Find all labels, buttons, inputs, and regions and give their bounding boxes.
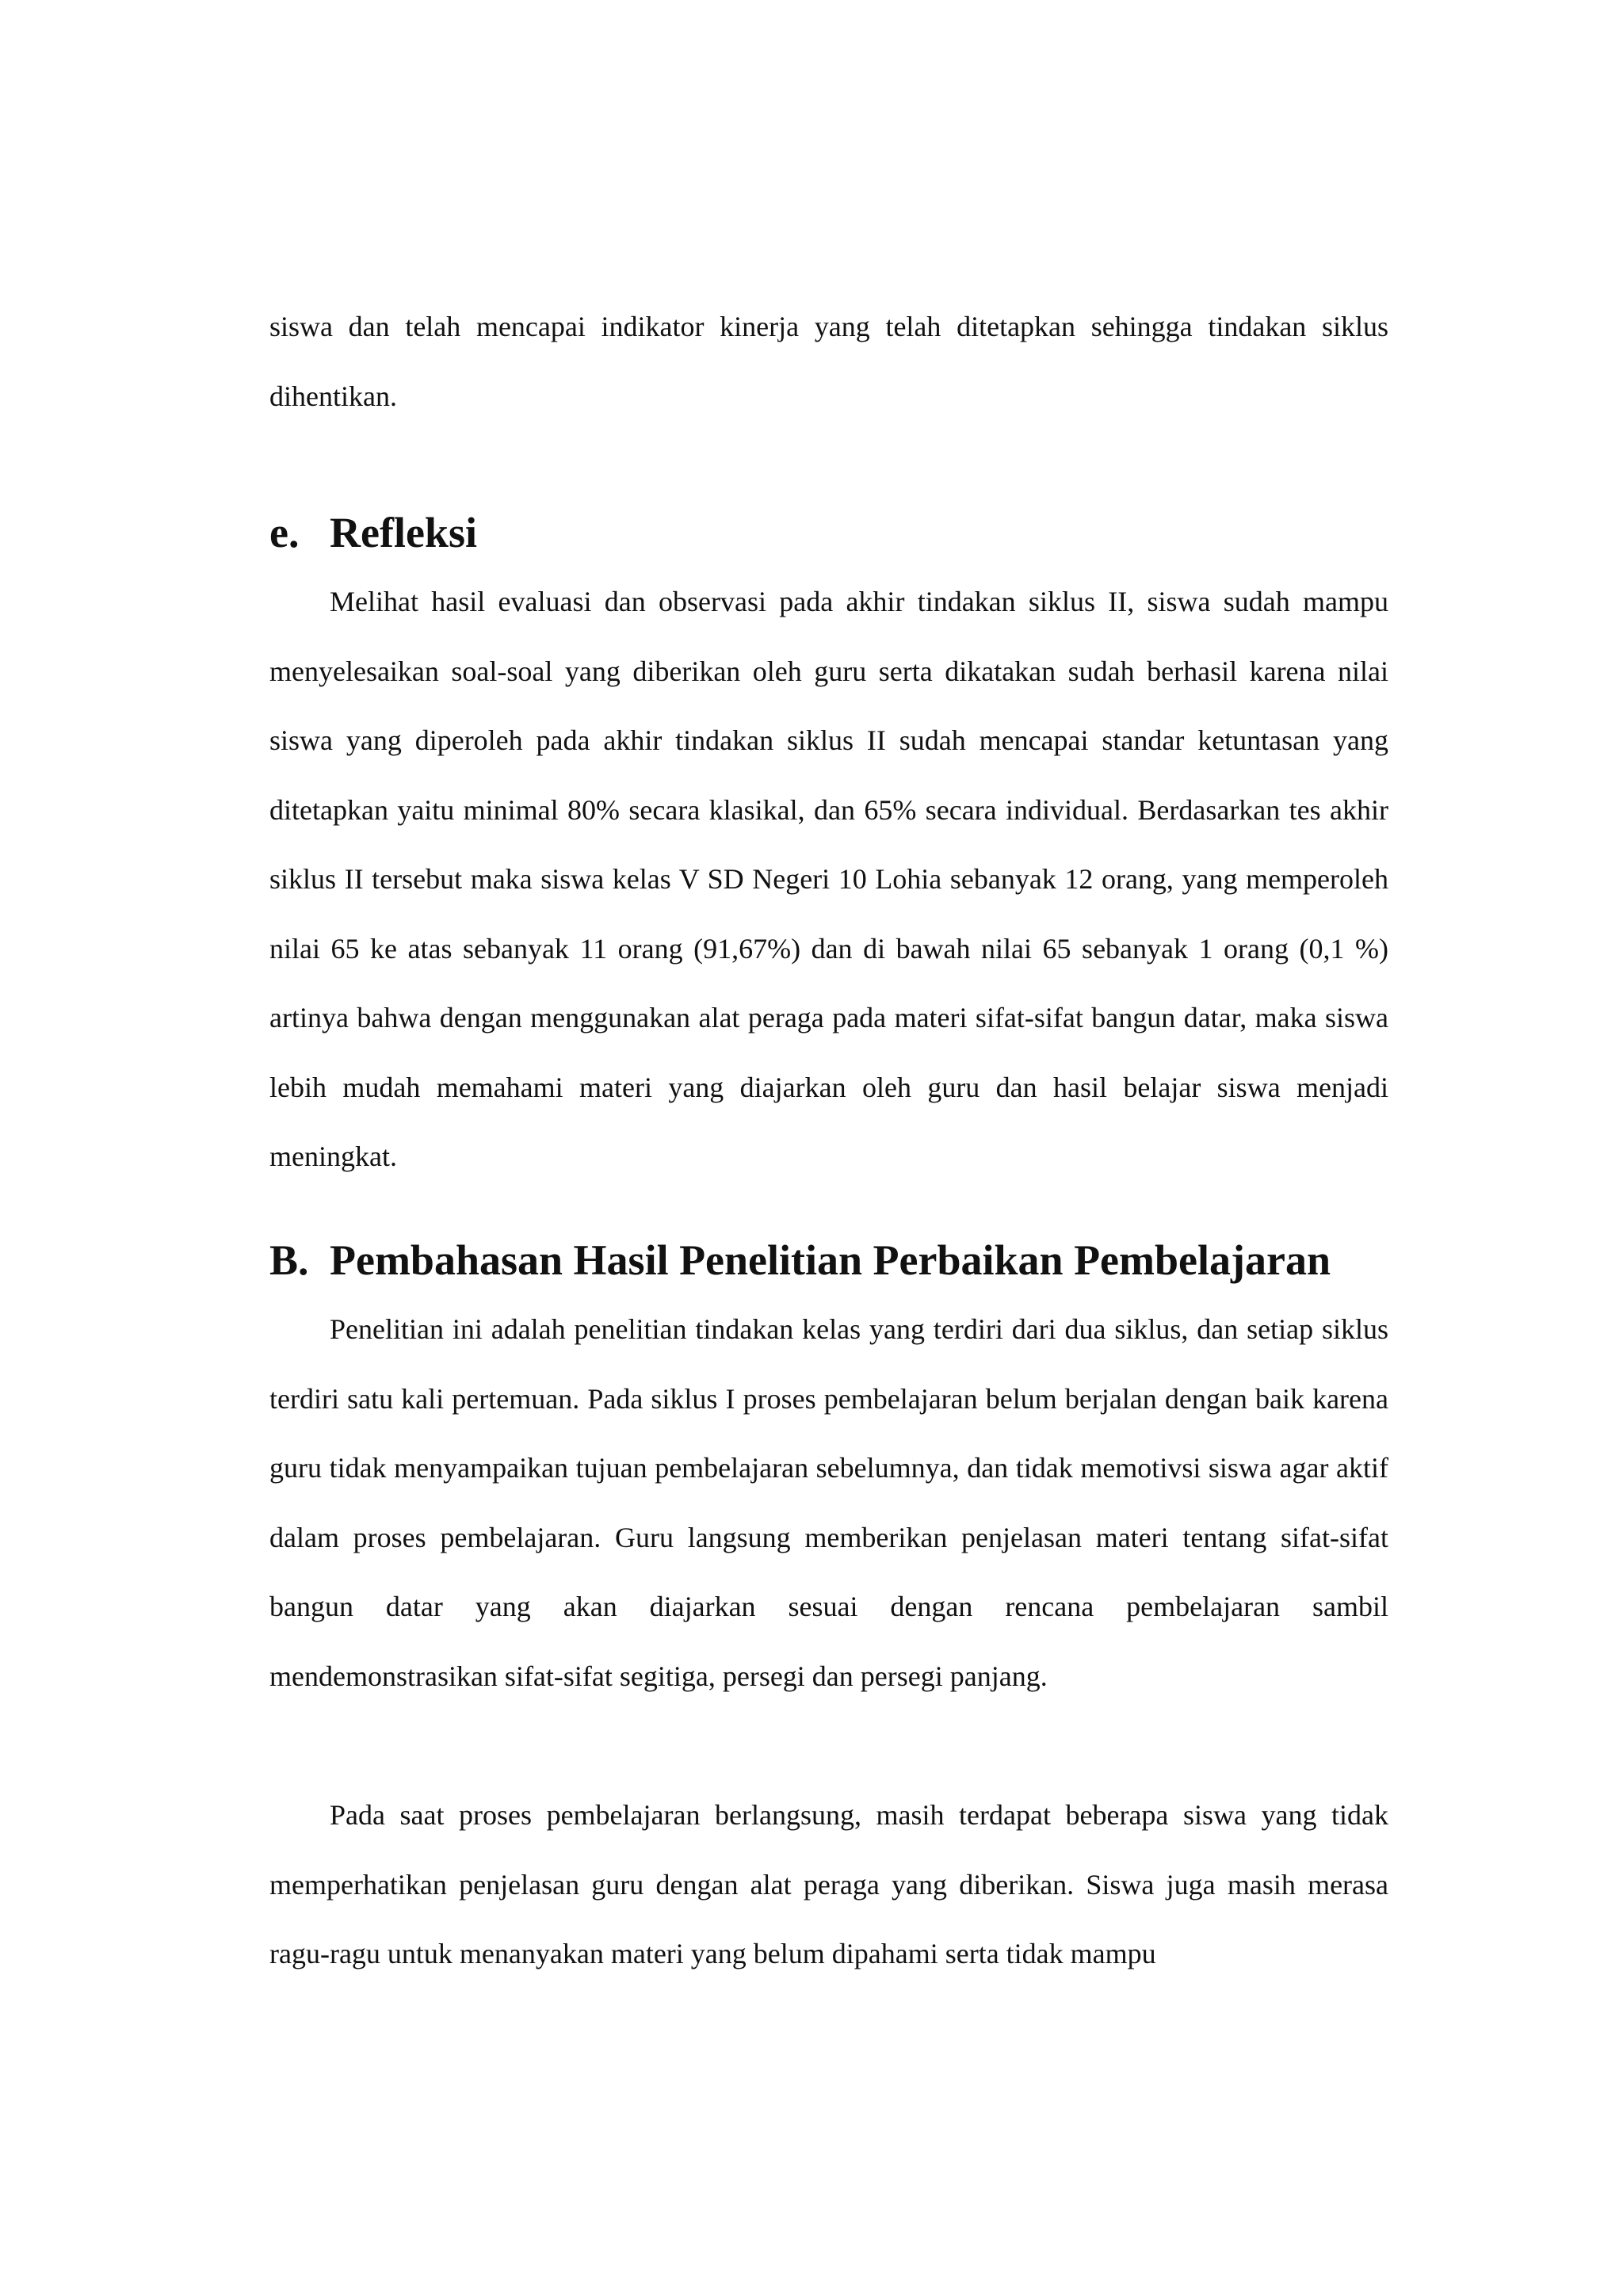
section-heading-e: [269, 499, 1388, 568]
heading-marker: e.: [269, 509, 300, 556]
intro-section: [269, 292, 1388, 431]
section-heading-b: [269, 1226, 1388, 1296]
intro-paragraph: siswa dan telah mencapai indikator kinerja yang telah ditetapkan sehingga tindakan siklus dihentikan.: [269, 311, 1388, 412]
heading-title: Pembahasan Hasil Penelitian Perbaikan Pembelajaran: [330, 1236, 1331, 1284]
pembahasan-paragraph-1: Penelitian ini adalah penelitian tindakan kelas yang terdiri dari dua siklus, dan setiap siklus terdiri satu kali pertemuan. Pada siklus I proses pembelajaran belum berjalan dengan baik karena guru tidak menyampaikan tujuan pembelajaran sebelumnya, dan tidak memotivsi siswa agar aktif dalam proses pembelajaran. Guru langsung memberikan penjelasan materi tentang sifat-sifat bangun datar yang akan diajarkan sesuai dengan rencana pembelajaran sambil mendemonstrasikan sifat-sifat segitiga, persegi dan persegi panjang.: [269, 1313, 1388, 1692]
refleksi-heading: [269, 499, 1388, 568]
pembahasan-body-continued: [269, 1781, 1388, 1989]
heading-title: Refleksi: [330, 509, 477, 556]
heading-marker: B.: [269, 1236, 309, 1284]
refleksi-paragraph: Melihat hasil evaluasi dan observasi pada akhir tindakan siklus II, siswa sudah mampu menyelesaikan soal-soal yang diberikan oleh guru serta dikatakan sudah berhasil karena nilai siswa yang diperoleh pada akhir tindakan siklus II sudah mencapai standar ketuntasan yang ditetapkan yaitu minimal 80% secara klasikal, dan 65% secara individual. Berdasarkan tes akhir siklus II tersebut maka siswa kelas V SD Negeri 10 Lohia sebanyak 12 orang, yang memperoleh nilai 65 ke atas sebanyak 11 orang (91,67%) dan di bawah nilai 65 sebanyak 1 orang (0,1 %) artinya bahwa dengan menggunakan alat peraga pada materi sifat-sifat bangun datar, maka siswa lebih mudah memahami materi yang diajarkan oleh guru dan hasil belajar siswa menjadi meningkat.: [269, 586, 1388, 1172]
pembahasan-paragraph-2: Pada saat proses pembelajaran berlangsung, masih terdapat beberapa siswa yang tidak memperhatikan penjelasan guru dengan alat peraga yang diberikan. Siswa juga masih merasa ragu-ragu untuk menanyakan materi yang belum dipahami serta tidak mampu: [269, 1799, 1388, 1969]
refleksi-body: [269, 567, 1388, 1192]
pembahasan-heading: [269, 1226, 1388, 1296]
pembahasan-body: [269, 1295, 1388, 1711]
